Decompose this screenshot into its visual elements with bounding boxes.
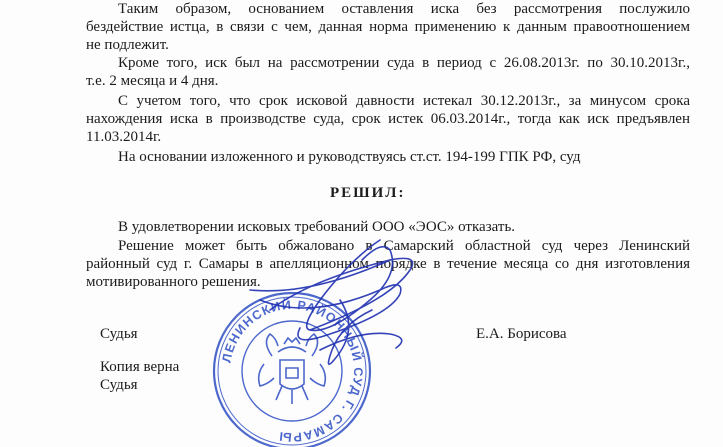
paragraph-1-line-3: не подлежит. [86, 37, 169, 53]
decision-paragraph-1: В удовлетворении исковых требований ООО «ЭОС» отказать. [118, 219, 516, 235]
handwritten-signature [230, 230, 450, 380]
seal-lettering: ЛЕНИНСКИЙ РАЙОННЫЙ СУД Г. САМАРЫ [219, 297, 366, 445]
paragraph-1-line-1: Таким образом, основанием оставления иска без рассмотрения послужило [118, 1, 690, 17]
paragraph-4: На основании изложенного и руководствуясь ст.ст. 194-199 ГПК РФ, суд [118, 149, 581, 165]
paragraph-2-line-1: Кроме того, иск был на рассмотрении суда в период с 26.08.2013г. по 30.10.2013г., [118, 55, 690, 71]
judge-label: Судья [100, 326, 138, 342]
decision-heading: РЕШИЛ: [330, 185, 406, 201]
decision-paragraph-2-line-2: районный суд г. Самары в апелляционном порядке в течение месяца со дня изготовления [86, 256, 690, 272]
judge-label-2: Судья [100, 377, 138, 393]
paragraph-3-line-3: 11.03.2014г. [86, 129, 162, 145]
decision-paragraph-2-line-1: Решение может быть обжаловано в Самарский областной суд через Ленинский [118, 238, 690, 254]
paragraph-1-line-2: бездействие истца, в связи с чем, данная норма применению к данным правоотношением [86, 19, 690, 35]
decision-paragraph-2-line-3: мотивированного решения. [86, 274, 261, 290]
paragraph-3-line-1: С учетом того, что срок исковой давности истекал 30.12.2013г., за минусом срока [118, 93, 690, 109]
paragraph-2-line-2: т.е. 2 месяца и 4 дня. [86, 73, 219, 89]
judge-name: Е.А. Борисова [476, 326, 567, 342]
copy-certified-label: Копия верна [100, 359, 180, 375]
paragraph-3-line-2: нахождения иска в производстве суда, срок истек 06.03.2014г., тогда как иск предъявлен [86, 111, 690, 127]
